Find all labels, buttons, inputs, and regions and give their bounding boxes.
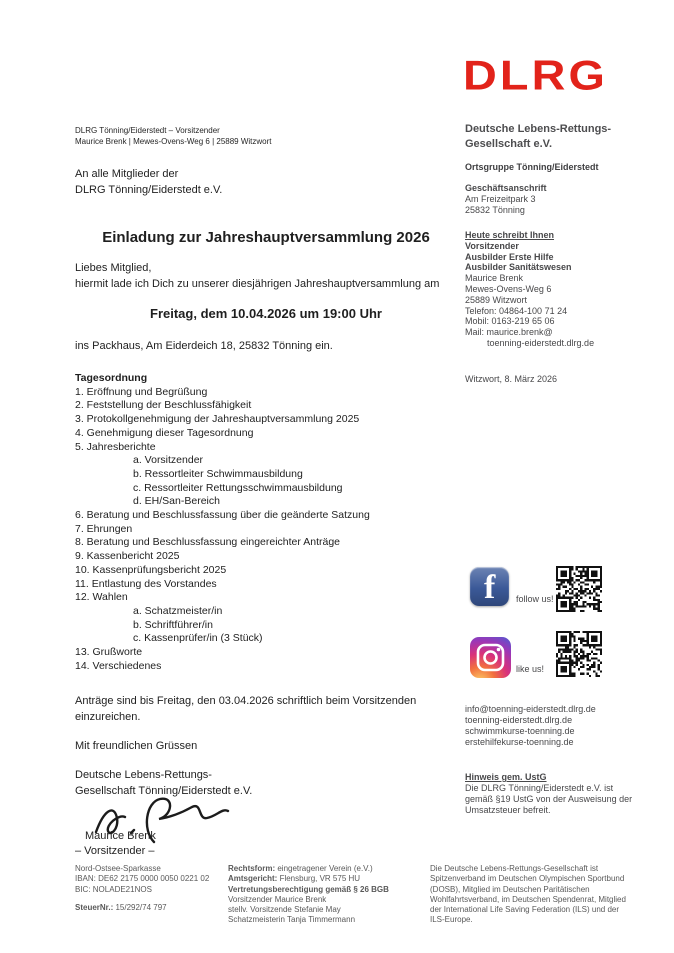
agenda-item: 4. Genehmigung dieser Tagesordnung: [75, 426, 254, 439]
sidebar-link[interactable]: toenning-eiderstedt.dlrg.de: [465, 715, 573, 725]
sender-line-2: Maurice Brenk | Mewes-Ovens-Weg 6 | 25889 Witzwort: [75, 137, 272, 146]
agenda-item: 10. Kassenprüfungsbericht 2025: [75, 563, 227, 576]
legal-line: stellv. Vorsitzende Stefanie May: [228, 905, 341, 915]
letter-title: Einladung zur Jahreshauptversammlung 2026: [102, 229, 430, 246]
legal-line: Amtsgericht: Flensburg, VR 575 HU: [228, 874, 361, 884]
instagram-icon[interactable]: [470, 637, 511, 678]
intro-line: hiermit lade ich Dich zu unserer diesjährigen Jahreshauptversammlung am: [75, 277, 440, 290]
instagram-label: like us!: [516, 664, 545, 674]
agenda-item: b. Ressortleiter Schwimmausbildung: [133, 467, 303, 480]
contact-line: Maurice Brenk: [465, 273, 524, 284]
facebook-f-glyph: f: [484, 569, 496, 606]
steuernr-label: SteuerNr.:: [75, 903, 114, 912]
bank-line: Nord-Ostsee-Sparkasse: [75, 864, 161, 873]
steuernr-line: [75, 903, 167, 913]
contact-line: Mewes-Ovens-Weg 6: [465, 283, 552, 294]
sidebar-link[interactable]: info@toenning-eiderstedt.dlrg.de: [465, 704, 596, 714]
recipient-line-2: DLRG Tönning/Eiderstedt e.V.: [75, 184, 223, 196]
agenda-item: 6. Beratung und Beschlussfassung über die geänderte Satzung: [75, 509, 370, 522]
agenda-item: 2. Feststellung der Beschlussfähigkeit: [75, 399, 252, 412]
agenda-item: 9. Kassenbericht 2025: [75, 550, 180, 563]
event-date-line: Freitag, dem 10.04.2026 um 19:00 Uhr: [150, 306, 382, 321]
closing-org-line-1: Deutsche Lebens-Rettungs-: [75, 769, 212, 781]
closing-line: Mit freundlichen Grüssen: [75, 740, 198, 752]
geschaeftsanschrift-street: Am Freizeitpark 3: [465, 194, 536, 204]
agenda-item: c. Kassenprüfer/in (3 Stück): [133, 632, 263, 645]
agenda-item: 11. Entlastung des Vorstandes: [75, 577, 217, 590]
agenda: [75, 372, 370, 673]
agenda-item: 13. Grußworte: [75, 646, 143, 659]
contact-heading: Heute schreibt Ihnen: [465, 230, 555, 240]
agenda-item: c. Ressortleiter Rettungsschwimmausbildung: [133, 481, 343, 494]
agenda-item: 14. Verschiedenes: [75, 659, 162, 672]
salutation: Liebes Mitglied,: [75, 262, 152, 274]
closing-org-line-2: Gesellschaft Tönning/Eiderstedt e.V.: [75, 785, 253, 797]
agenda-item: 5. Jahresberichte: [75, 440, 156, 453]
contact-roles: [465, 241, 594, 273]
steuernr-value: 15/292/74 797: [113, 903, 167, 912]
org-name: [465, 122, 611, 152]
contact-role: Ausbilder Sanitätswesen: [465, 262, 572, 273]
letter-date: Witzwort, 8. März 2026: [465, 374, 558, 384]
facebook-qr-code: [556, 566, 602, 612]
ustg-note: [465, 772, 633, 816]
ustg-heading: Hinweis gem. UstG: [465, 772, 547, 782]
agenda-list: [75, 386, 370, 674]
facebook-icon[interactable]: [470, 567, 509, 606]
sidebar-link[interactable]: erstehilfekurse-toenning.de: [465, 737, 574, 747]
contact-line: 25889 Witzwort: [465, 294, 528, 305]
contact-line: Telefon: 04864-100 71 24: [465, 305, 568, 316]
contact-line: Mail: maurice.brenk@: [465, 327, 553, 338]
signer-role: – Vorsitzender –: [75, 845, 155, 857]
org-name-line-2: Gesellschaft e.V.: [465, 138, 553, 150]
footer-bank: [75, 864, 225, 895]
sidebar-links: [465, 704, 596, 748]
footer-legal: [228, 864, 423, 926]
contact-role: Ausbilder Erste Hilfe: [465, 251, 554, 262]
org-name-line-1: Deutsche Lebens-Rettungs-: [465, 123, 612, 135]
sender-line: [75, 125, 272, 147]
geschaeftsanschrift-block: [465, 183, 547, 216]
facebook-label: follow us!: [516, 594, 554, 604]
legal-line: Rechtsform: eingetragener Verein (e.V.): [228, 864, 373, 873]
agenda-item: a. Vorsitzender: [133, 454, 204, 467]
bank-line: IBAN: DE62 2175 0000 0050 0221 02: [75, 874, 210, 884]
location-line: ins Packhaus, Am Eiderdeich 18, 25832 Tönning ein.: [75, 340, 333, 352]
sender-line-1: DLRG Tönning/Eiderstedt – Vorsitzender: [75, 126, 220, 135]
geschaeftsanschrift-heading: Geschäftsanschrift: [465, 183, 547, 193]
legal-line: Schatzmeisterin Tanja Timmermann: [228, 915, 356, 925]
contact-line: toenning-eiderstedt.dlrg.de: [487, 337, 595, 348]
agenda-item: 8. Beratung und Beschlussfassung eingereichter Anträge: [75, 536, 341, 549]
geschaeftsanschrift-city: 25832 Tönning: [465, 205, 525, 215]
agenda-item: 3. Protokollgenehmigung der Jahreshauptversammlung 2025: [75, 413, 360, 426]
antraege-paragraph: Anträge sind bis Freitag, den 03.04.2026 schriftlich beim Vorsitzenden einzureichen.: [75, 695, 417, 723]
contact-role: Vorsitzender: [465, 240, 519, 251]
instagram-qr-code: [556, 631, 602, 677]
legal-line: Vorsitzender Maurice Brenk: [228, 894, 327, 904]
signer-name: Maurice Brenk: [85, 830, 156, 842]
recipient-line-1: An alle Mitglieder der: [75, 168, 179, 180]
contact-block: [465, 230, 594, 349]
contact-lines: [465, 273, 594, 349]
agenda-item: 7. Ehrungen: [75, 522, 133, 535]
legal-line: Vertretungsberechtigung gemäß § 26 BGB: [228, 884, 389, 894]
agenda-heading: Tagesordnung: [75, 372, 148, 384]
agenda-item: 1. Eröffnung und Begrüßung: [75, 385, 208, 398]
dlrg-logo: DLRG: [463, 52, 609, 99]
sidebar-link[interactable]: schwimmkurse-toenning.de: [465, 726, 575, 736]
bank-line: BIC: NOLADE21NOS: [75, 884, 152, 894]
agenda-item: a. Schatzmeister/in: [133, 604, 223, 617]
contact-line: Mobil: 0163-219 65 06: [465, 316, 555, 327]
agenda-item: b. Schriftführer/in: [133, 618, 213, 631]
salutation-block: [75, 261, 475, 292]
agenda-item: d. EH/San-Bereich: [133, 495, 220, 508]
agenda-item: 12. Wahlen: [75, 591, 128, 604]
ustg-body: Die DLRG Tönning/Eiderstedt e.V. ist gemäß §19 UstG von der Ausweisung der Umsatzsteuer befreit.: [465, 783, 633, 815]
recipient-block: [75, 166, 222, 198]
ortsgruppe-line: Ortsgruppe Tönning/Eiderstedt: [465, 162, 599, 172]
footer-association: Die Deutsche Lebens-Rettungs-Gesellschaft ist Spitzenverband im Deutschen Olympischen Sportbund (DOSB), Mitglied im Deutschen Paritätischen Wohlfahrtsverband, im Deutschen Spendenrat, Mitglied der International Life Saving Federation (ILS) und der ILS-Europe.: [430, 864, 626, 925]
